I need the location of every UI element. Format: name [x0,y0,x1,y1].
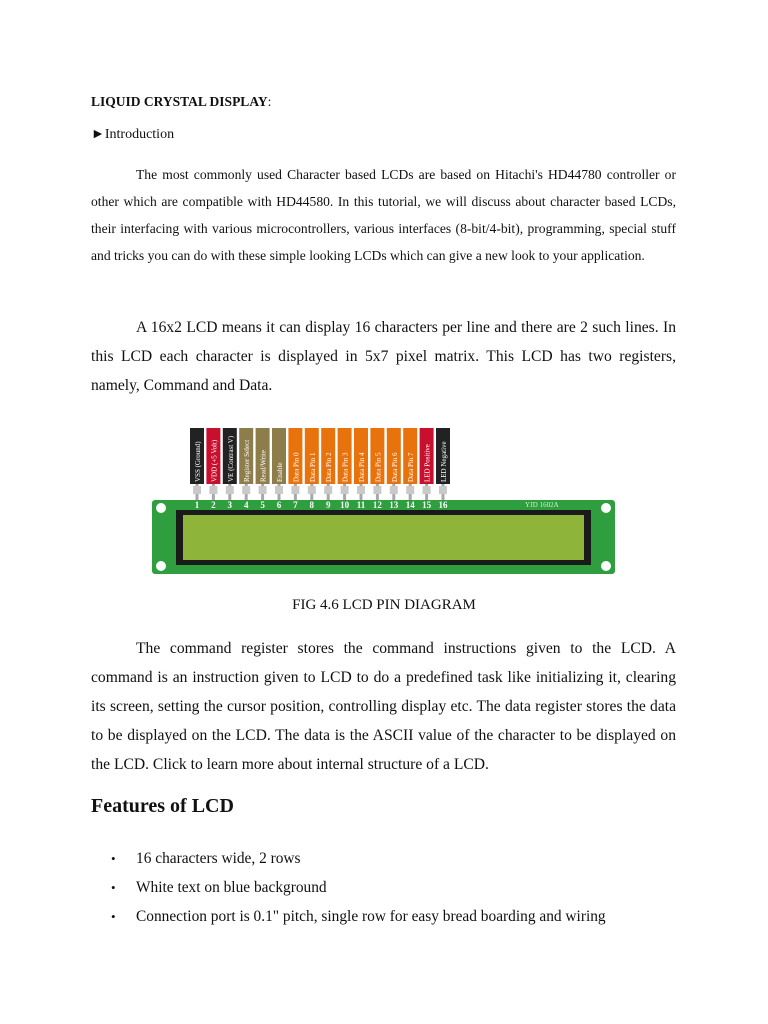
pin-number: 16 [438,500,448,510]
pin-label-text: Register Select [243,439,252,482]
lcd-pin-16 [436,428,450,501]
paragraph-lcd-description: A 16x2 LCD means it can display 16 characters per line and there are 2 such lines. In this LCD each character is displayed in 5x7 pixel matrix. This LCD has two registers, namely, Command and Data. [91,319,676,394]
pin-label-text: Enable [276,462,284,482]
pin-header [209,486,217,494]
bullet-icon: • [111,880,116,895]
pin-label-text: Data Pin 2 [325,452,334,482]
feature-text: 16 characters wide, 2 rows [136,850,301,867]
lcd-pin-7 [288,428,302,501]
feature-text: White text on blue background [136,879,327,896]
pin-header [341,486,349,494]
lcd-pin-14 [403,428,417,501]
pin-header [373,486,381,494]
pin-header [275,486,283,494]
mount-hole-bottom-left [156,561,166,571]
heading-colon: : [267,94,272,109]
pin-label-text: Data Pin 5 [374,452,383,482]
pin-number: 12 [372,500,382,510]
paragraph-command-register: The command register stores the command instructions given to the LCD. A command is an instruction given to LCD to do a predefined task like initializing it, clearing its screen, setting the cursor position, controlling display etc. The data register stores the data to be displayed on the LCD. The data is the ASCII value of the character to be displayed on the LCD. Click to learn more about internal structure of a LCD. [91,640,676,773]
pin-number: 14 [405,500,415,510]
paragraph-intro: The most commonly used Character based LCDs are based on Hitachi's HD44780 controller or other which are compatible with HD44580. In this tutorial, we will discuss about character based LCDs, their interfacing with various microcontrollers, various interfaces (8-bit/4-bit), programming, special stuff and tricks you can do with these simple looking LCDs which can give a new look to your application. [91,167,676,263]
heading-text: LIQUID CRYSTAL DISPLAY [91,94,268,109]
list-item [91,904,606,933]
mount-hole-top-right [601,503,611,513]
pin-label-text: VDD (+5 Volt) [210,439,219,482]
pin-number: 15 [422,500,432,510]
lcd-model-label: YJD 1602A [525,501,559,509]
pin-header [423,486,431,494]
pin-label-text: Data Pin 1 [308,452,317,482]
pin-header [226,486,234,494]
pin-header [291,486,299,494]
pin-header [308,486,316,494]
pin-number: 10 [340,500,350,510]
pin-label-text: Data Pin 6 [390,452,399,482]
intro-label: ►Introduction [91,127,175,142]
pin-header [259,486,267,494]
pin-label-text: LED Negative [440,441,448,482]
lcd-pin-11 [354,428,368,501]
pin-number: 1 [194,500,200,510]
features-list [91,846,606,933]
pin-header [324,486,332,494]
mount-hole-top-left [156,503,166,513]
lcd-pin-9 [321,428,335,501]
pin-number: 13 [389,500,399,510]
figure-caption: FIG 4.6 LCD PIN DIAGRAM [292,597,476,613]
feature-text: Connection port is 0.1" pitch, single row for easy bread boarding and wiring [136,908,606,925]
lcd-pin-2 [206,428,220,501]
pin-label-text: VE (Contrast V) [226,435,235,482]
pin-label-text: VSS (Ground) [194,441,202,482]
pin-number: 7 [293,500,298,510]
pin-number: 9 [325,500,331,510]
pin-header [242,486,250,494]
features-heading: Features of LCD [91,795,234,817]
lcd-pin-12 [370,428,384,501]
pin-header [193,486,201,494]
pin-label-text: Data Pin 0 [292,452,301,482]
list-item [91,846,606,875]
pin-number: 8 [309,500,315,510]
pin-number: 3 [227,500,233,510]
pin-number: 2 [211,500,216,510]
lcd-pin-4 [239,428,253,501]
lcd-pin-1 [190,428,204,501]
lcd-pin-5 [256,428,270,501]
pin-header [357,486,365,494]
pin-number: 6 [276,500,282,510]
list-item [91,875,606,904]
pin-number: 5 [260,500,265,510]
lcd-pin-6 [272,428,286,501]
bullet-icon: • [111,909,116,924]
pin-label-text: Data Pin 4 [358,452,366,482]
pin-label-text: LED Positive [423,444,432,482]
lcd-pin-13 [387,428,401,501]
lcd-screen [183,515,584,560]
pin-label-text: Read/Write [259,450,268,482]
pin-number: 11 [356,500,366,510]
lcd-pin-15 [420,428,434,501]
lcd-pin-3 [223,428,237,501]
lcd-pin-diagram [152,425,616,575]
pin-label-text: Data Pin 7 [407,452,416,482]
pin-number: 4 [243,500,249,510]
lcd-pin-10 [338,428,352,501]
pin-label-text: Data Pin 3 [341,452,350,482]
pin-header [390,486,398,494]
mount-hole-bottom-right [601,561,611,571]
pin-header [406,486,414,494]
lcd-pin-8 [305,428,319,501]
pin-header [439,486,447,494]
section-heading [91,94,271,110]
bullet-icon: • [111,851,116,866]
